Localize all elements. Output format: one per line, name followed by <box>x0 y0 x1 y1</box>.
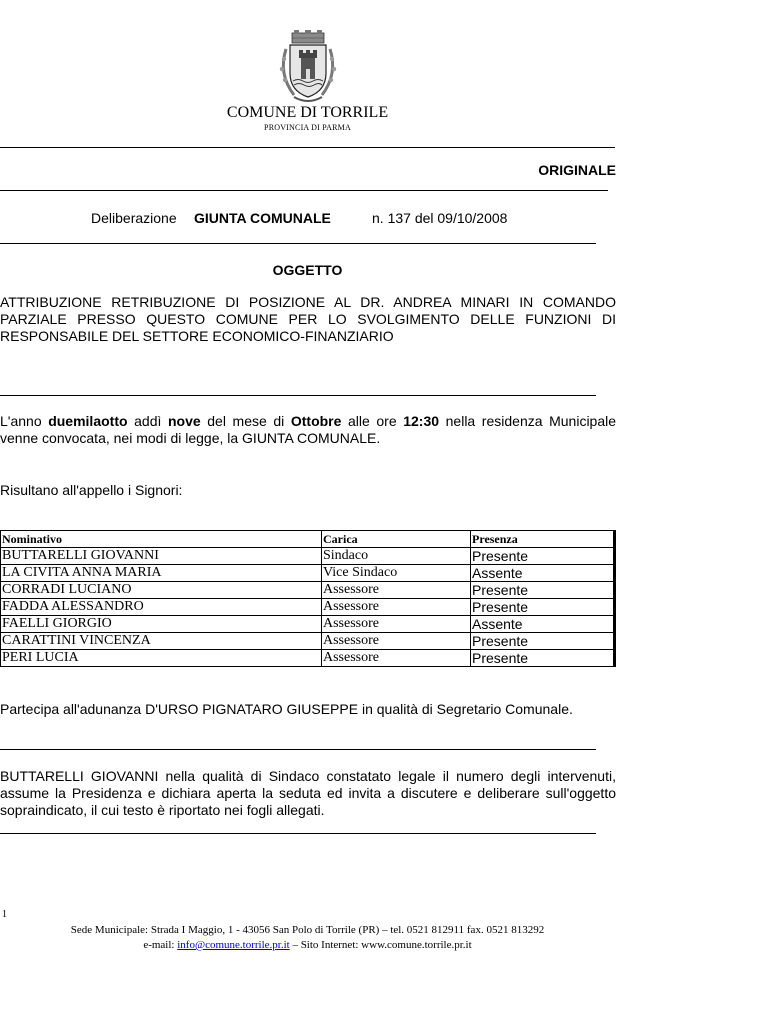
table-row <box>1 616 614 633</box>
seduta-giorno: nove <box>167 413 201 429</box>
member-role: Assessore <box>322 582 471 599</box>
member-role: Assessore <box>322 599 471 616</box>
table-row <box>1 650 614 667</box>
member-name: PERI LUCIA <box>1 650 322 667</box>
member-name: CORRADI LUCIANO <box>1 582 322 599</box>
deliberazione-numero: n. 137 del 09/10/2008 <box>372 210 508 226</box>
table-header-row <box>1 531 614 548</box>
footer-email-label: e-mail: <box>143 939 178 951</box>
member-presence: Presente <box>471 548 614 565</box>
member-role: Assessore <box>322 650 471 667</box>
oggetto-divider <box>0 395 596 396</box>
member-presence: Presente <box>471 582 614 599</box>
seduta-paragraph <box>0 413 616 447</box>
seduta-anno: duemilaotto <box>48 413 128 429</box>
comune-name: COMUNE DI TORRILE <box>226 104 389 121</box>
footer-email-link[interactable]: info@comune.torrile.pr.it <box>177 939 290 951</box>
appello-text: Risultano all'appello i Signori: <box>0 482 183 498</box>
seduta-text-3: del mese di <box>200 413 291 429</box>
oggetto-text: ATTRIBUZIONE RETRIBUZIONE DI POSIZIONE AL DR. ANDREA MINARI IN COMANDO PARZIALE PRESSO QUESTO COMUNE PER LO SVOLGIMENTO DELLE FUNZIONI DI RESPONSABILE DEL SETTORE ECONOMICO-FINANZIARIO <box>0 294 616 344</box>
member-presence: Assente <box>471 616 614 633</box>
partecipa-text: Partecipa all'adunanza D'URSO PIGNATARO GIUSEPPE in qualità di Segretario Comunale. <box>0 701 573 717</box>
attendance-table <box>0 530 614 667</box>
partecipa-divider <box>0 749 596 750</box>
table-row <box>1 548 614 565</box>
originale-label: ORIGINALE <box>538 162 616 178</box>
deliberazione-organo: GIUNTA COMUNALE <box>194 210 331 226</box>
comune-crest-logo <box>276 29 340 105</box>
seduta-mese: Ottobre <box>290 413 342 429</box>
member-name: CARATTINI VINCENZA <box>1 633 322 650</box>
footer-address: Sede Municipale: Strada I Maggio, 1 - 43056 San Polo di Torrile (PR) – tel. 0521 812911 fax. 0521 813292 <box>70 924 545 936</box>
member-presence: Presente <box>471 650 614 667</box>
provincia-name: PROVINCIA DI PARMA <box>264 123 351 132</box>
seduta-text-2: addì <box>127 413 168 429</box>
member-presence: Assente <box>471 565 614 582</box>
oggetto-heading: OGGETTO <box>272 262 343 278</box>
member-presence: Presente <box>471 633 614 650</box>
member-name: BUTTARELLI GIOVANNI <box>1 548 322 565</box>
footer <box>0 923 615 953</box>
member-name: FAELLI GIORGIO <box>1 616 322 633</box>
member-name: LA CIVITA ANNA MARIA <box>1 565 322 582</box>
seduta-text-1: L'anno <box>0 413 49 429</box>
column-header-carica: Carica <box>322 531 471 548</box>
deliberazione-divider <box>0 243 596 244</box>
seduta-text-4: alle ore <box>341 413 404 429</box>
table-row <box>1 633 614 650</box>
table-row <box>1 582 614 599</box>
deliberazione-label: Deliberazione <box>91 210 177 226</box>
member-role: Vice Sindaco <box>322 565 471 582</box>
member-name: FADDA ALESSANDRO <box>1 599 322 616</box>
member-role: Assessore <box>322 616 471 633</box>
constatato-paragraph: BUTTARELLI GIOVANNI nella qualità di Sindaco constatato legale il numero degli intervenuti, assume la Presidenza e dichiara aperta la seduta ed invita a discutere e deliberare sull'oggetto sopraindicato, il cui testo è riportato nei fogli allegati. <box>0 768 616 818</box>
member-role: Assessore <box>322 633 471 650</box>
column-header-presenza: Presenza <box>471 531 614 548</box>
table-row <box>1 565 614 582</box>
seduta-ora: 12:30 <box>403 413 440 429</box>
member-role: Sindaco <box>322 548 471 565</box>
constatato-divider <box>0 833 596 834</box>
header-divider <box>0 147 615 148</box>
member-presence: Presente <box>471 599 614 616</box>
page-number: 1 <box>2 909 7 920</box>
footer-website: – Sito Internet: www.comune.torrile.pr.it <box>289 939 472 951</box>
table-row <box>1 599 614 616</box>
seduta-text-5: nella residenza Municipale venne convocata, nei modi di legge, la GIUNTA COMUNALE. <box>0 413 617 446</box>
originale-divider <box>0 190 608 191</box>
column-header-nominativo: Nominativo <box>1 531 322 548</box>
footer-contacts <box>0 938 615 953</box>
